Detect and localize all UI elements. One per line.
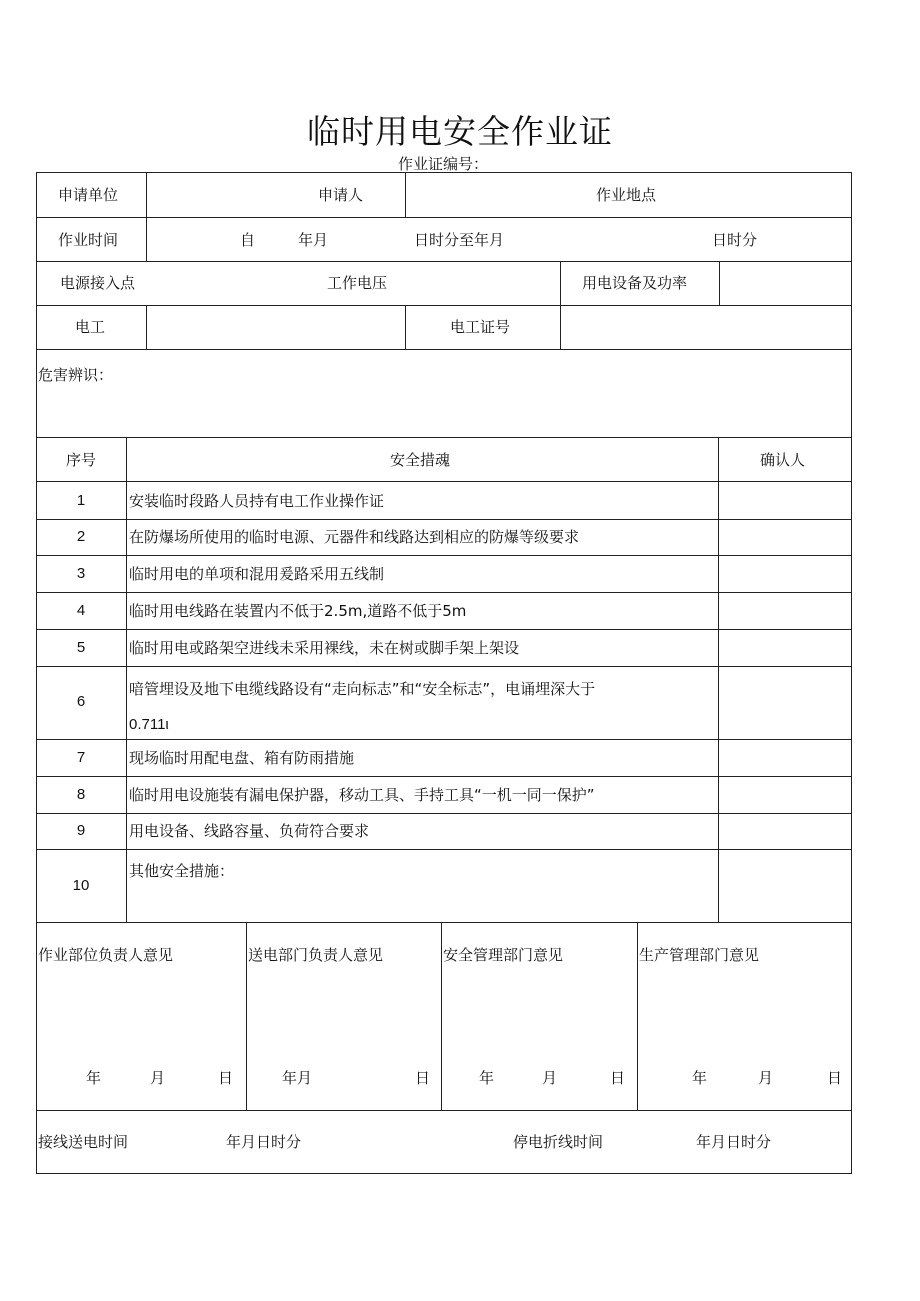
- approval-month: 月: [150, 1069, 166, 1087]
- measure-text: 安装临时段路人员持有电工作业操作证: [129, 492, 385, 510]
- measure-no: 9: [76, 822, 86, 839]
- hazard-label: 危害辨识：: [38, 366, 114, 384]
- measures-no-header: 序号: [66, 451, 97, 469]
- measures-text-header: 安全措魂: [390, 451, 451, 469]
- page-title: 临时用电安全作业证: [307, 112, 613, 151]
- approval-month: 月: [758, 1069, 774, 1087]
- approval-label: 安全管理部门意见: [443, 946, 564, 964]
- approval-day: 日: [415, 1069, 431, 1087]
- time-middle: 日时分至年月: [414, 231, 505, 249]
- disconnect-time-label: 停电折线时间: [513, 1133, 604, 1151]
- approval-label: 生产管理部门意见: [639, 946, 760, 964]
- measure-text: 临时用电或路架空进线未采用裸线，未在树或脚手架上架设: [129, 639, 520, 657]
- approval-label: 作业部位负责人意见: [38, 946, 174, 964]
- equipment-power-label: 用电设备及功率: [582, 274, 688, 292]
- applicant-unit-label: 申请单位: [58, 186, 119, 204]
- approval-month: 月: [542, 1069, 558, 1087]
- measure-no: 4: [76, 602, 86, 619]
- permit-number-label: 作业证编号：: [398, 155, 489, 173]
- measure-text: 临时用电设施装有漏电保护器，移动工具、手持工具“一机一同一保护”: [129, 786, 595, 804]
- measure-no: 10: [72, 877, 90, 894]
- measure-no: 2: [76, 528, 86, 545]
- approval-day: 日: [827, 1069, 843, 1087]
- measure-no: 6: [76, 693, 86, 710]
- disconnect-time-value: 年月日时分: [696, 1133, 772, 1151]
- measure-text-continued: 0.711ι: [129, 716, 169, 733]
- applicant-label: 申请人: [318, 186, 364, 204]
- measure-text: 用电设备、线路容量、负荷符合要求: [129, 822, 370, 840]
- approval-year: 年: [479, 1069, 495, 1087]
- measures-confirmer-header: 确认人: [760, 451, 806, 469]
- measure-no: 8: [76, 786, 86, 803]
- approval-year-month: 年月: [282, 1069, 313, 1087]
- approval-label: 送电部门负责人意见: [248, 946, 384, 964]
- measure-text: 喑管埋设及地下电缆线路设有“走向标志”和“安全标志”，电诵埋深大于: [129, 680, 596, 698]
- measure-text: 临时用电线路在装置内不低于2.5m,道路不低于5m: [129, 602, 467, 620]
- approval-year: 年: [692, 1069, 708, 1087]
- time-year-month: 年月: [298, 231, 329, 249]
- approval-day: 日: [610, 1069, 626, 1087]
- measure-text: 在防爆场所使用的临时电源、元器件和线路达到相应的防爆等级要求: [129, 528, 580, 546]
- measure-text: 现场临时用配电盘、箱有防雨措施: [129, 749, 355, 767]
- measure-no: 3: [76, 565, 86, 582]
- connect-time-value: 年月日时分: [226, 1133, 302, 1151]
- measure-no: 7: [76, 749, 86, 766]
- measure-no: 5: [76, 639, 86, 656]
- electrician-label: 电工: [75, 318, 106, 336]
- measure-no: 1: [76, 492, 86, 509]
- connect-time-label: 接线送电时间: [38, 1133, 129, 1151]
- measure-text: 临时用电的单项和混用爰路采用五线制: [129, 565, 385, 583]
- time-from: 自: [240, 231, 256, 249]
- electrician-cert-label: 电工证号: [450, 318, 511, 336]
- measure-text: 其他安全措施：: [129, 862, 235, 880]
- power-point-label: 电源接入点: [60, 274, 136, 292]
- time-end: 日时分: [712, 231, 758, 249]
- work-time-label: 作业时间: [58, 231, 119, 249]
- approval-day: 日: [218, 1069, 234, 1087]
- approval-year: 年: [86, 1069, 102, 1087]
- location-label: 作业地点: [596, 186, 657, 204]
- voltage-label: 工作电压: [327, 274, 388, 292]
